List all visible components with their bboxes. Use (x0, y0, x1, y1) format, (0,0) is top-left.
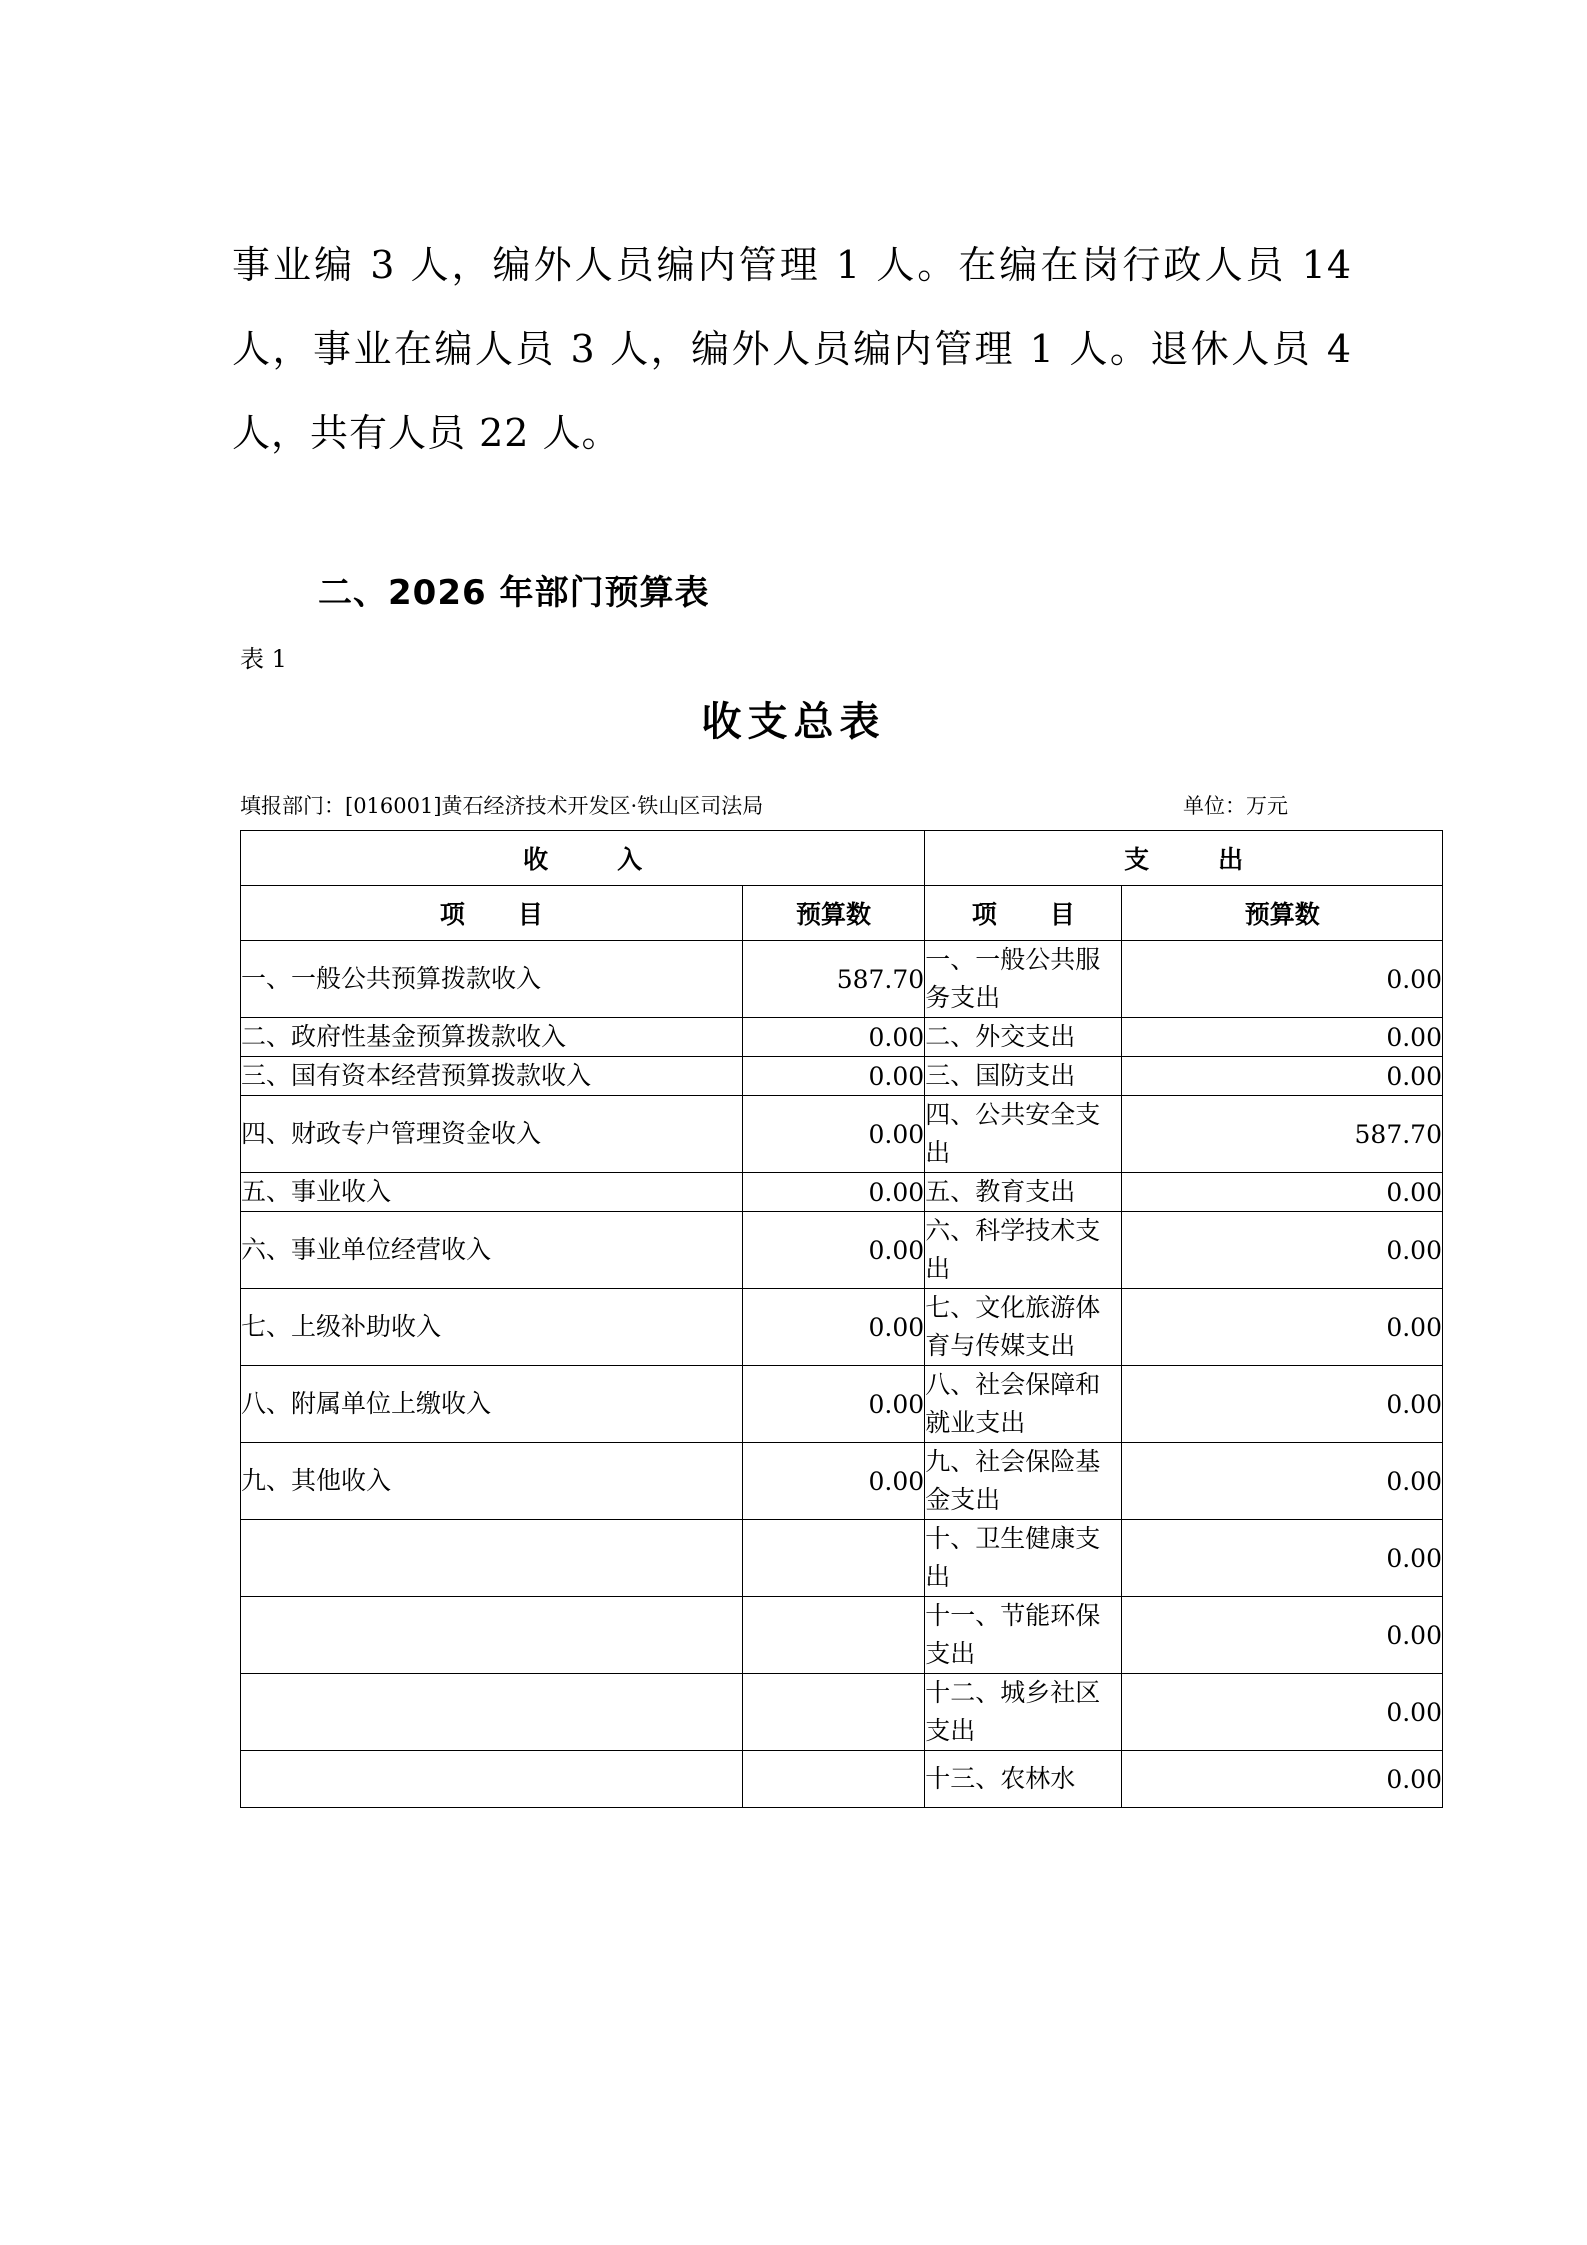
expense-value-cell: 0.00 (1122, 1674, 1443, 1751)
income-item-cell: 六、事业单位经营收入 (241, 1212, 743, 1289)
table-title: 收支总表 (701, 698, 886, 745)
intro-paragraph: 事业编 3 人，编外人员编内管理 1 人。在编在岗行政人员 14 人，事业在编人员 3 人，编外人员编内管理 1 人。退休人员 4 人，共有人员 22 人。 (232, 243, 1352, 455)
group-header-income: 收 入 (241, 831, 925, 886)
table-row (241, 1057, 1443, 1096)
income-item-cell: 九、其他收入 (241, 1443, 743, 1520)
income-value-cell (742, 1520, 924, 1597)
column-header-expense-item: 项 目 (925, 886, 1122, 941)
expense-value-cell: 0.00 (1122, 1597, 1443, 1674)
income-item-cell: 三、国有资本经营预算拨款收入 (241, 1057, 743, 1096)
expense-item-cell: 四、公共安全支出 (925, 1096, 1122, 1173)
table-row (241, 1520, 1443, 1597)
table-group-header-row (241, 831, 1443, 886)
column-header-income-item: 项 目 (241, 886, 743, 941)
income-item-cell: 五、事业收入 (241, 1173, 743, 1212)
expense-value-cell: 0.00 (1122, 1173, 1443, 1212)
income-item-cell: 二、政府性基金预算拨款收入 (241, 1018, 743, 1057)
income-item-cell: 七、上级补助收入 (241, 1289, 743, 1366)
expense-value-cell: 587.70 (1122, 1096, 1443, 1173)
income-item-cell: 一、一般公共预算拨款收入 (241, 941, 743, 1018)
income-item-cell (241, 1751, 743, 1808)
table-row (241, 1173, 1443, 1212)
table-row (241, 941, 1443, 1018)
income-value-cell: 0.00 (742, 1173, 924, 1212)
column-header-income-budget: 预算数 (742, 886, 924, 941)
expense-item-cell: 六、科学技术支出 (925, 1212, 1122, 1289)
income-value-cell: 0.00 (742, 1096, 924, 1173)
income-item-cell (241, 1597, 743, 1674)
expense-item-cell: 五、教育支出 (925, 1173, 1122, 1212)
income-value-cell (742, 1751, 924, 1808)
income-value-cell: 0.00 (742, 1057, 924, 1096)
income-value-cell: 587.70 (742, 941, 924, 1018)
expense-item-cell: 八、社会保障和就业支出 (925, 1366, 1122, 1443)
group-header-expenditure: 支 出 (925, 831, 1443, 886)
table-row (241, 1212, 1443, 1289)
expense-value-cell: 0.00 (1122, 1443, 1443, 1520)
income-value-cell: 0.00 (742, 1018, 924, 1057)
expense-value-cell: 0.00 (1122, 941, 1443, 1018)
expense-item-cell: 十二、城乡社区支出 (925, 1674, 1122, 1751)
expense-value-cell: 0.00 (1122, 1289, 1443, 1366)
expense-value-cell: 0.00 (1122, 1520, 1443, 1597)
expense-item-cell: 三、国防支出 (925, 1057, 1122, 1096)
table-row (241, 1018, 1443, 1057)
income-item-cell: 八、附属单位上缴收入 (241, 1366, 743, 1443)
expense-value-cell: 0.00 (1122, 1057, 1443, 1096)
table-row (241, 1096, 1443, 1173)
income-item-cell (241, 1674, 743, 1751)
section-heading: 二、2026 年部门预算表 (318, 573, 710, 614)
table-row (241, 1751, 1443, 1808)
table-label: 表 1 (240, 645, 287, 673)
income-value-cell: 0.00 (742, 1366, 924, 1443)
income-value-cell: 0.00 (742, 1289, 924, 1366)
budget-summary-table (240, 830, 1443, 1808)
expense-value-cell: 0.00 (1122, 1018, 1443, 1057)
expense-item-cell: 十一、节能环保支出 (925, 1597, 1122, 1674)
table-row (241, 1289, 1443, 1366)
income-item-cell (241, 1520, 743, 1597)
table-row (241, 1366, 1443, 1443)
expense-value-cell: 0.00 (1122, 1366, 1443, 1443)
expense-item-cell: 十三、农林水 (925, 1751, 1122, 1808)
table-row (241, 1597, 1443, 1674)
expense-item-cell: 七、文化旅游体育与传媒支出 (925, 1289, 1122, 1366)
expense-item-cell: 二、外交支出 (925, 1018, 1122, 1057)
expense-item-cell: 十、卫生健康支出 (925, 1520, 1122, 1597)
table-column-header-row (241, 886, 1443, 941)
table-meta-row (240, 790, 1350, 820)
income-item-cell: 四、财政专户管理资金收入 (241, 1096, 743, 1173)
expense-value-cell: 0.00 (1122, 1751, 1443, 1808)
income-value-cell (742, 1674, 924, 1751)
unit-label: 单位：万元 (1183, 794, 1288, 818)
table-row (241, 1443, 1443, 1520)
expense-value-cell: 0.00 (1122, 1212, 1443, 1289)
income-value-cell: 0.00 (742, 1212, 924, 1289)
column-header-expense-budget: 预算数 (1122, 886, 1443, 941)
income-value-cell (742, 1597, 924, 1674)
reporting-department: 填报部门：[016001]黄石经济技术开发区·铁山区司法局 (240, 794, 764, 818)
expense-item-cell: 九、社会保险基金支出 (925, 1443, 1122, 1520)
table-row (241, 1674, 1443, 1751)
income-value-cell: 0.00 (742, 1443, 924, 1520)
expense-item-cell: 一、一般公共服务支出 (925, 941, 1122, 1018)
